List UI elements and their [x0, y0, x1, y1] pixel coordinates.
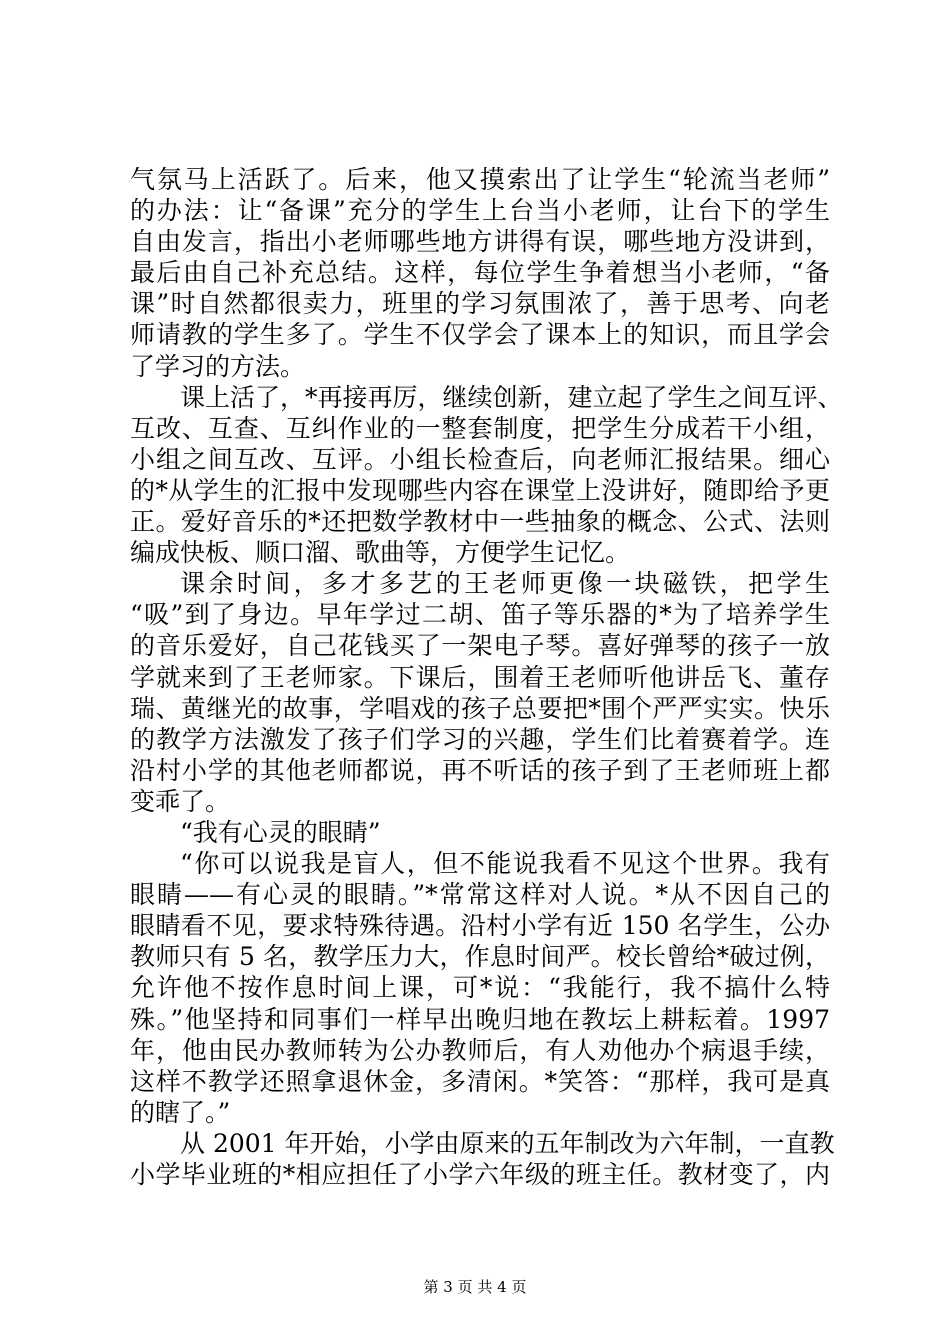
text-line: 殊。”他坚持和同事们一样早出晚归地在教坛上耕耘着。1997	[130, 1004, 830, 1034]
text-line: 教师只有 5 名，教学压力大，作息时间严。校长曾给*破过例，	[130, 942, 830, 972]
text-line: 师请教的学生多了。学生不仅学会了课本上的知识，而且学会	[130, 320, 830, 350]
text-line: 变乖了。	[130, 786, 231, 816]
paragraph-start-line: 从 2001 年开始，小学由原来的五年制改为六年制，一直教	[180, 1128, 835, 1158]
text-line: 的瞎了。”	[130, 1097, 231, 1127]
text-line: 沿村小学的其他老师都说，再不听话的孩子到了王老师班上都	[130, 755, 830, 785]
page-number-footer: 第 3 页 共 4 页	[423, 1278, 527, 1296]
text-line: 的*从学生的汇报中发现哪些内容在课堂上没讲好，随即给予更	[130, 475, 830, 505]
text-line: 眼睛看不见，要求特殊待遇。沿村小学有近 150 名学生，公办	[130, 911, 830, 941]
text-line: 了学习的方法。	[130, 351, 306, 381]
section-heading: “我有心灵的眼睛”	[180, 817, 381, 847]
text-line: 的教学方法激发了孩子们学习的兴趣，学生们比着赛着学。连	[130, 724, 830, 754]
text-line: 编成快板、顺口溜、歌曲等，方便学生记忆。	[130, 538, 631, 568]
text-line: “吸”到了身边。早年学过二胡、笛子等乐器的*为了培养学生	[130, 600, 830, 630]
text-line: 这样不教学还照拿退休金，多清闲。*笑答：“那样，我可是真	[130, 1066, 830, 1096]
text-line: 课”时自然都很卖力，班里的学习氛围浓了，善于思考、向老	[130, 289, 830, 319]
text-line: 自由发言，指出小老师哪些地方讲得有误，哪些地方没讲到，	[130, 227, 830, 257]
text-line: 小组之间互改、互评。小组长检查后，向老师汇报结果。细心	[130, 444, 830, 474]
text-line: 年，他由民办教师转为公办教师后，有人劝他办个病退手续，	[130, 1035, 830, 1065]
paragraph-start-line: 课余时间，多才多艺的王老师更像一块磁铁，把学生	[180, 569, 830, 599]
paragraph-start-line: “你可以说我是盲人，但不能说我看不见这个世界。我有	[180, 849, 830, 879]
text-line: 学就来到了王老师家。下课后，围着王老师听他讲岳飞、董存	[130, 662, 830, 692]
text-line: 的办法：让“备课”充分的学生上台当小老师，让台下的学生	[130, 196, 830, 226]
document-body	[130, 164, 843, 1190]
text-line: 瑞、黄继光的故事，学唱戏的孩子总要把*围个严严实实。快乐	[130, 693, 830, 723]
text-line: 小学毕业班的*相应担任了小学六年级的班主任。教材变了，内	[130, 1160, 830, 1189]
text-line: 正。爱好音乐的*还把数学教材中一些抽象的概念、公式、法则	[130, 507, 830, 537]
text-line: 气氛马上活跃了。后来，他又摸索出了让学生“轮流当老师”	[130, 165, 830, 194]
text-line: 允许他不按作息时间上课，可*说：“我能行，我不搞什么特	[130, 973, 830, 1003]
text-line: 互改、互查、互纠作业的一整套制度，把学生分成若干小组，	[130, 413, 830, 443]
text-line: 眼睛——有心灵的眼睛。”*常常这样对人说。*从不因自己的	[130, 880, 830, 910]
text-line: 最后由自己补充总结。这样，每位学生争着想当小老师，“备	[130, 258, 830, 288]
text-line: 的音乐爱好，自己花钱买了一架电子琴。喜好弹琴的孩子一放	[130, 631, 830, 661]
paragraph-start-line: 课上活了，*再接再厉，继续创新，建立起了学生之间互评、	[180, 382, 843, 412]
